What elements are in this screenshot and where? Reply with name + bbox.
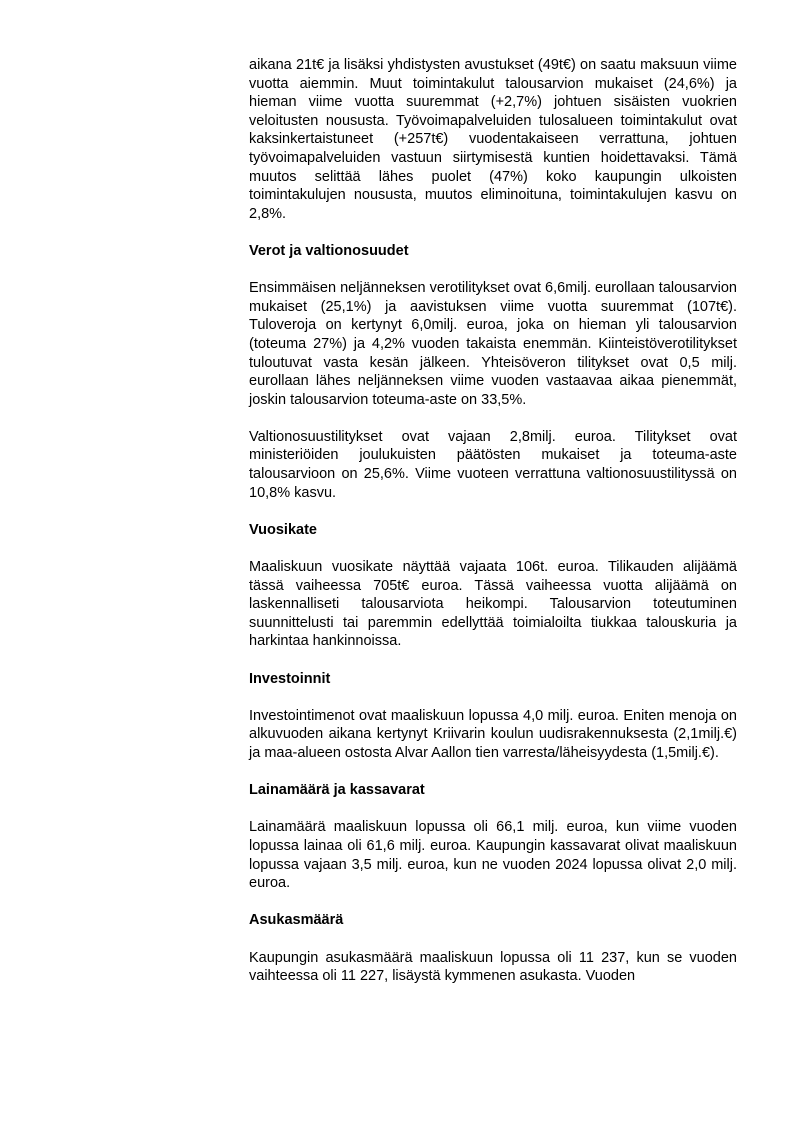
section-intro (249, 56, 737, 223)
paragraph-investments: Investointimenot ovat maaliskuun lopussa 4,0 milj. euroa. Eniten menoja on alkuvuoden aikana kertynyt Kriivarin koulun uudisrakennuksesta (2,1milj.€) ja maa-alueen ostosta Alvar Aallon tien varresta/läheisyydesta (1,5milj.€). (249, 707, 737, 761)
paragraph-operating-costs: aikana 21t€ ja lisäksi yhdistysten avustukset (49t€) on saatu maksuun viime vuotta aiemmin. Muut toimintakulut talousarvion mukaiset (24,6%) ja hieman viime vuotta suuremmat (+2,7%) johtuen sisäisten vuokrien veloitusten noususta. Työvoimapalveluiden tulosalueen toimintakulut ovat kaksinkertaistuneet (+257t€) vuodentakaiseen verrattuna, johtuen työvoimapalveluiden vastuun siirtymisestä kuntien hoidettavaksi. Tämä muutos selittää lähes puolet (47%) koko kaupungin ulkoisten toimintakulujen noususta, muutos eliminoituna, toimintakulujen kasvu on 2,8%. (249, 57, 737, 222)
section-heading-investments: Investoinnit (249, 670, 331, 687)
paragraph-state-subsidies: Valtionosuustilitykset ovat vajaan 2,8milj. euroa. Tilitykset ovat ministeriöiden joulukuisten päätösten mukaiset ja toteuma-aste talousarvioon on 25,6%. Viime vuoteen verrattuna valtionosuustilityssä on 10,8% kasvu. (249, 428, 737, 501)
section-investments (249, 670, 737, 763)
paragraph-annual-margin: Maaliskuun vuosikate näyttää vajaata 106t. euroa. Tilikauden alijäämä tässä vaiheessa 705t€ euroa. Tässä vaiheessa vuotta alijäämä on laskennalliseti talousarviota heikompi. Talousarvion toteutuminen suunnittelusti tai paremmin edellyttää toimialoilta tiukkaa talouskuria ja harkintaa hankinnoissa. (249, 559, 737, 650)
section-population (249, 911, 737, 985)
section-heading-taxes: Verot ja valtionosuudet (249, 242, 409, 259)
section-heading-loans-cash: Lainamäärä ja kassavarat (249, 782, 425, 799)
section-heading-population: Asukasmäärä (249, 912, 344, 929)
section-heading-annual-margin: Vuosikate (249, 521, 317, 538)
paragraph-loans-cash: Lainamäärä maaliskuun lopussa oli 66,1 milj. euroa, kun viime vuoden lopussa lainaa oli 61,6 milj. euroa. Kaupungin kassavarat olivat maaliskuun lopussa vajaan 3,5 milj. euroa, kun ne vuoden 2024 lopussa olivat 2,0 milj. euroa. (249, 819, 737, 892)
document-page (249, 56, 737, 986)
section-annual-margin (249, 521, 737, 651)
paragraph-tax-remittances: Ensimmäisen neljänneksen verotilitykset ovat 6,6milj. eurollaan talousarvion mukaiset (25,1%) ja aavistuksen viime vuotta suuremmat (107t€). Tuloveroja on kertynyt 6,0milj. euroa, joka on hieman yli talousarvion (toteuma 27%) ja 4,2% vuoden takaista enemmän. Kiinteistöverotilitykset tuloutuvat vasta kesän jälkeen. Yhteisöveron tilitykset ovat 0,5 milj. eurollaan lähes neljänneksen viime vuoden vastaavaa aikaa pienemmät, joskin talousarvion toteuma-aste on 33,5%. (249, 280, 737, 408)
paragraph-population: Kaupungin asukasmäärä maaliskuun lopussa oli 11 237, kun se vuoden vaihteessa oli 11 227, lisäystä kymmenen asukasta. Vuoden (249, 949, 737, 985)
section-loans-cash (249, 781, 737, 893)
section-taxes (249, 242, 737, 502)
